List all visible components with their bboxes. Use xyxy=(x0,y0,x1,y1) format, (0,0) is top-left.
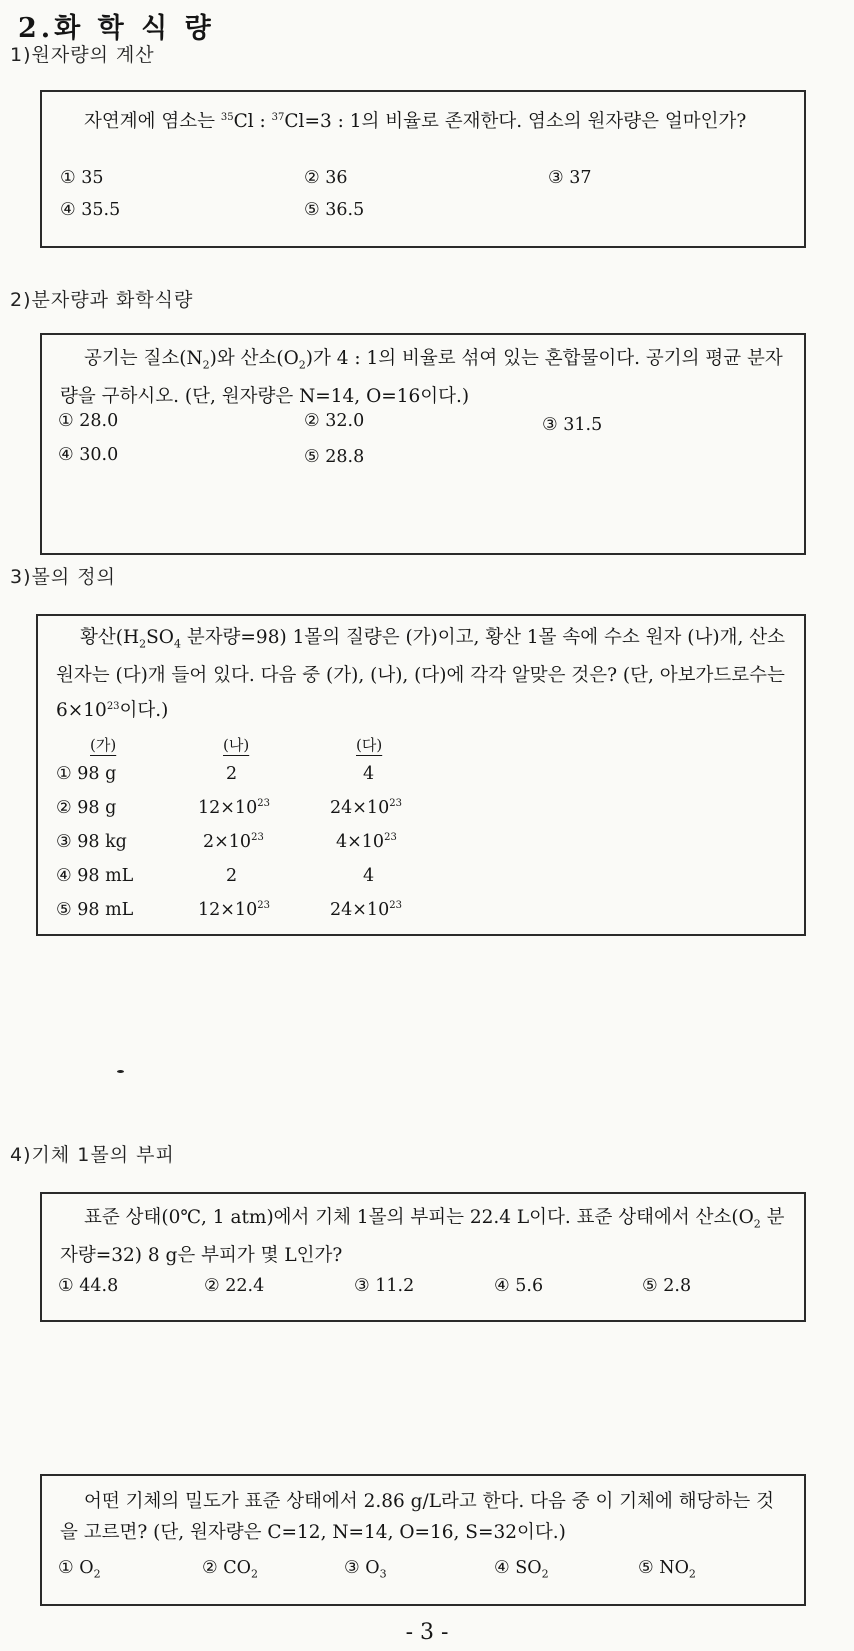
table-row-5-label: ⑤ 98 mL xyxy=(56,900,134,920)
option-5-3: ③ $O_3$ xyxy=(344,1558,387,1581)
question-box-3 xyxy=(36,614,806,936)
option-5-1: ① $O_2$ xyxy=(58,1558,101,1581)
option-1-1: ① 35 xyxy=(60,168,104,188)
option-5-5: ⑤ $NO_2$ xyxy=(638,1558,696,1581)
option-1-5: ⑤ 36.5 xyxy=(304,200,365,220)
ink-speck xyxy=(117,1070,124,1073)
option-4-1: ① 44.8 xyxy=(58,1276,119,1296)
table-row-5-na: $12\times 10^{23}$ xyxy=(198,900,270,920)
table-header-ga: (가) xyxy=(90,736,117,754)
option-1-2: ② 36 xyxy=(304,168,348,188)
option-2-4: ④ 30.0 xyxy=(58,445,119,465)
question-box-4 xyxy=(40,1192,806,1322)
table-row-4-na: 2 xyxy=(226,866,238,886)
option-4-2: ② 22.4 xyxy=(204,1276,265,1296)
table-row-2-na: $12\times 10^{23}$ xyxy=(198,798,270,818)
section-heading-3: 3)몰의 정의 xyxy=(10,566,116,588)
question-stem-5: 어떤 기체의 밀도가 표준 상태에서 2.86 g/L라고 한다. 다음 중 이 기체에 해당하는 것을 고르면? (단, 원자량은 C=12, N=14, O=16, S=32이다.) xyxy=(60,1491,775,1543)
table-row-3-na: $2\times 10^{23}$ xyxy=(203,832,264,852)
table-row-5-da: $24\times 10^{23}$ xyxy=(330,900,402,920)
option-4-4: ④ 5.6 xyxy=(494,1276,544,1296)
option-2-1: ① 28.0 xyxy=(58,411,119,431)
table-row-4-da: 4 xyxy=(363,866,375,886)
question-stem-2: 공기는 질소$(N_2)$와 산소$(O_2)$가 4 : 1의 비율로 섞여 있는 혼합물이다. 공기의 평균 분자량을 구하시오. (단, 원자량은 N=14, O=16이다.) xyxy=(60,348,783,407)
page-number: - 3 - xyxy=(405,1620,449,1645)
option-2-2: ② 32.0 xyxy=(304,411,365,431)
table-row-3-label: ③ 98 kg xyxy=(56,832,127,852)
section-heading-4: 4)기체 1몰의 부피 xyxy=(10,1144,175,1166)
table-row-1-na: 2 xyxy=(226,764,238,784)
option-1-3: ③ 37 xyxy=(548,168,592,188)
option-5-4: ④ $SO_2$ xyxy=(494,1558,549,1581)
table-row-3-da: $4\times 10^{23}$ xyxy=(336,832,397,852)
table-row-4-label: ④ 98 mL xyxy=(56,866,134,886)
table-header-da: (다) xyxy=(356,736,383,754)
table-row-1-label: ① 98 g xyxy=(56,764,117,784)
table-row-1-da: 4 xyxy=(363,764,375,784)
question-box-5 xyxy=(40,1474,806,1606)
page-title: 2.화 학 식 량 xyxy=(18,13,215,44)
table-row-2-label: ② 98 g xyxy=(56,798,117,818)
option-5-2: ② $CO_2$ xyxy=(202,1558,258,1581)
option-4-3: ③ 11.2 xyxy=(354,1276,415,1296)
question-box-1 xyxy=(40,90,806,248)
question-stem-4: 표준 상태(0℃, 1 atm)에서 기체 1몰의 부피는 22.4 L이다. 표준 상태에서 산소($O_2$ 분자량=32) 8 g은 부피가 몇 L인가? xyxy=(60,1207,785,1266)
option-1-4: ④ 35.5 xyxy=(60,200,121,220)
section-heading-1: 1)원자량의 계산 xyxy=(10,44,155,66)
option-4-5: ⑤ 2.8 xyxy=(642,1276,692,1296)
table-row-2-da: $24\times 10^{23}$ xyxy=(330,798,402,818)
option-2-3: ③ 31.5 xyxy=(542,415,603,435)
question-stem-3: 황산($H_2SO_4$ 분자량=98) 1몰의 질량은 (가)이고, 황산 1몰 속에 수소 원자 (나)개, 산소 원자는 (다)개 들어 있다. 다음 중 (가), (나), (다)에 각각 알맞은 것은? (단, 아보가드로수는 $6\times 10^{23}$이다.) xyxy=(56,627,785,721)
question-box-2 xyxy=(40,333,806,555)
section-heading-2: 2)분자량과 화학식량 xyxy=(10,289,194,311)
table-header-na: (나) xyxy=(223,736,250,754)
question-stem-1: 자연계에 염소는 $^{35}$Cl : $^{37}$Cl=3 : 1의 비율로 존재한다. 염소의 원자량은 얼마인가? xyxy=(84,111,747,133)
option-2-5: ⑤ 28.8 xyxy=(304,447,365,467)
